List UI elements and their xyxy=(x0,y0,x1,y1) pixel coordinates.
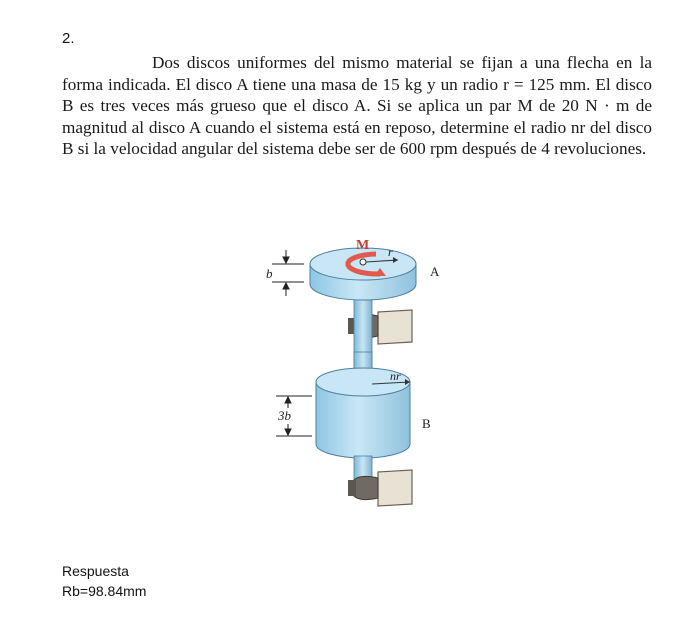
problem-number: 2. xyxy=(62,30,75,47)
label-a: A xyxy=(430,264,440,279)
problem-statement xyxy=(62,52,652,160)
label-3b: 3b xyxy=(278,408,291,423)
label-r: r xyxy=(388,245,393,259)
label-b-disk: B xyxy=(422,416,431,431)
answer-value: Rb=98.84mm xyxy=(62,583,147,599)
disk-a xyxy=(310,248,416,300)
problem-text: Dos discos uniformes del mismo material se fijan a una flecha en la forma indicada. El disco A tiene una masa de 15 kg y un radio r = 125 mm. El disco B es tres veces más grueso que el disco A. Si se aplica un par M de 20 N · m de magnitud al disco A cuando el sistema está en reposo, determine el radio nr del disco B si la velocidad angular del sistema debe ser de 600 rpm después de 4 revoluciones. xyxy=(62,53,652,159)
answer-heading: Respuesta xyxy=(62,563,129,579)
label-m: M xyxy=(356,238,370,253)
label-nr: nr xyxy=(390,369,401,383)
dimension-b xyxy=(272,250,304,296)
answer-block xyxy=(62,561,146,601)
label-b: b xyxy=(266,266,273,281)
disk-shaft-figure xyxy=(250,232,460,512)
